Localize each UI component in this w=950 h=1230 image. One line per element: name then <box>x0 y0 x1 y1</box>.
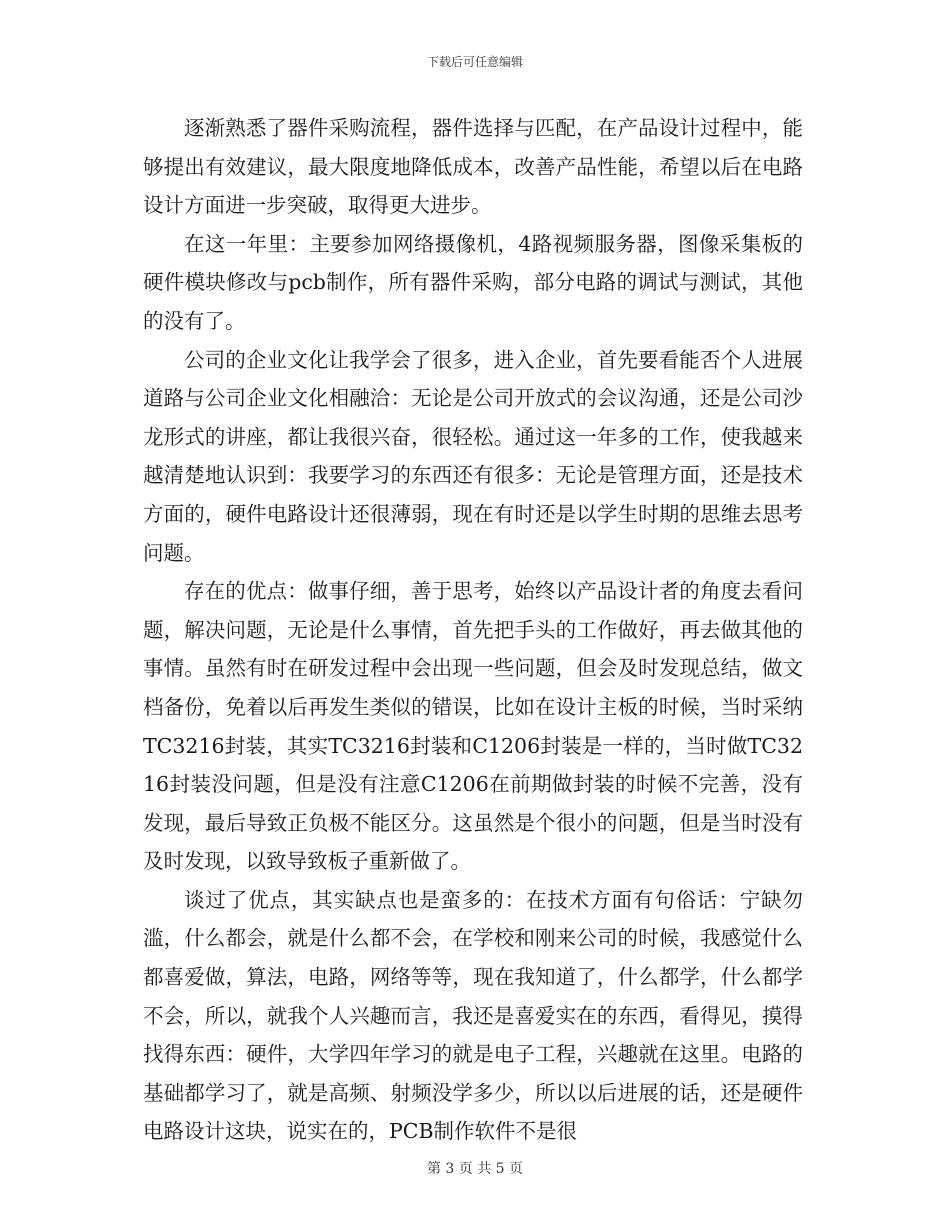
paragraph-4: 存在的优点：做事仔细，善于思考，始终以产品设计者的角度去看问题，解决问题，无论是什么事情，首先把手头的工作做好，再去做其他的事情。虽然有时在研发过程中会出现一些问题，但会及时发现总结，做文档备份，免着以后再发生类似的错误，比如在设计主板的时候，当时采纳TC3216封装，其实TC3216封装和C1206封装是一样的，当时做TC3216封装没问题，但是没有注意C1206在前期做封装的时候不完善，没有发现，最后导致正负极不能区分。这虽然是个很小的问题，但是当时没有及时发现，以致导致板子重新做了。 <box>143 579 803 874</box>
paragraph-3: 公司的企业文化让我学会了很多，进入企业，首先要看能否个人进展道路与公司企业文化相融洽：无论是公司开放式的会议沟通，还是公司沙龙形式的讲座，都让我很兴奋，很轻松。通过这一年多的工作，使我越来越清楚地认识到：我要学习的东西还有很多：无论是管理方面，还是技术方面的，硬件电路设计还很薄弱，现在有时还是以学生时期的思维去思考问题。 <box>143 347 803 565</box>
paragraph-1: 逐渐熟悉了器件采购流程，器件选择与匹配，在产品设计过程中，能够提出有效建议，最大限度地降低成本，改善产品性能，希望以后在电路设计方面进一步突破，取得更大进步。 <box>143 116 803 218</box>
paragraph-5: 谈过了优点，其实缺点也是蛮多的：在技术方面有句俗话：宁缺勿滥，什么都会，就是什么都不会，在学校和刚来公司的时候，我感觉什么都喜爱做，算法，电路，网络等等，现在我知道了，什么都学，什么都学不会，所以，就我个人兴趣而言，我还是喜爱实在的东西，看得见，摸得找得东西：硬件，大学四年学习的就是电子工程，兴趣就在这里。电路的基础都学习了，就是高频、射频没学多少，所以以后进展的话，还是硬件电路设计这块，说实在的，PCB制作软件不是很 <box>143 887 803 1144</box>
paragraph-2: 在这一年里：主要参加网络摄像机，4路视频服务器，图像采集板的硬件模块修改与pcb制作，所有器件采购，部分电路的调试与测试，其他的没有了。 <box>143 231 803 333</box>
page-header: 下载后可任意编辑 <box>426 55 523 69</box>
document-body <box>143 109 803 1151</box>
page-footer: 第 3 页 共 5 页 <box>426 1161 524 1177</box>
